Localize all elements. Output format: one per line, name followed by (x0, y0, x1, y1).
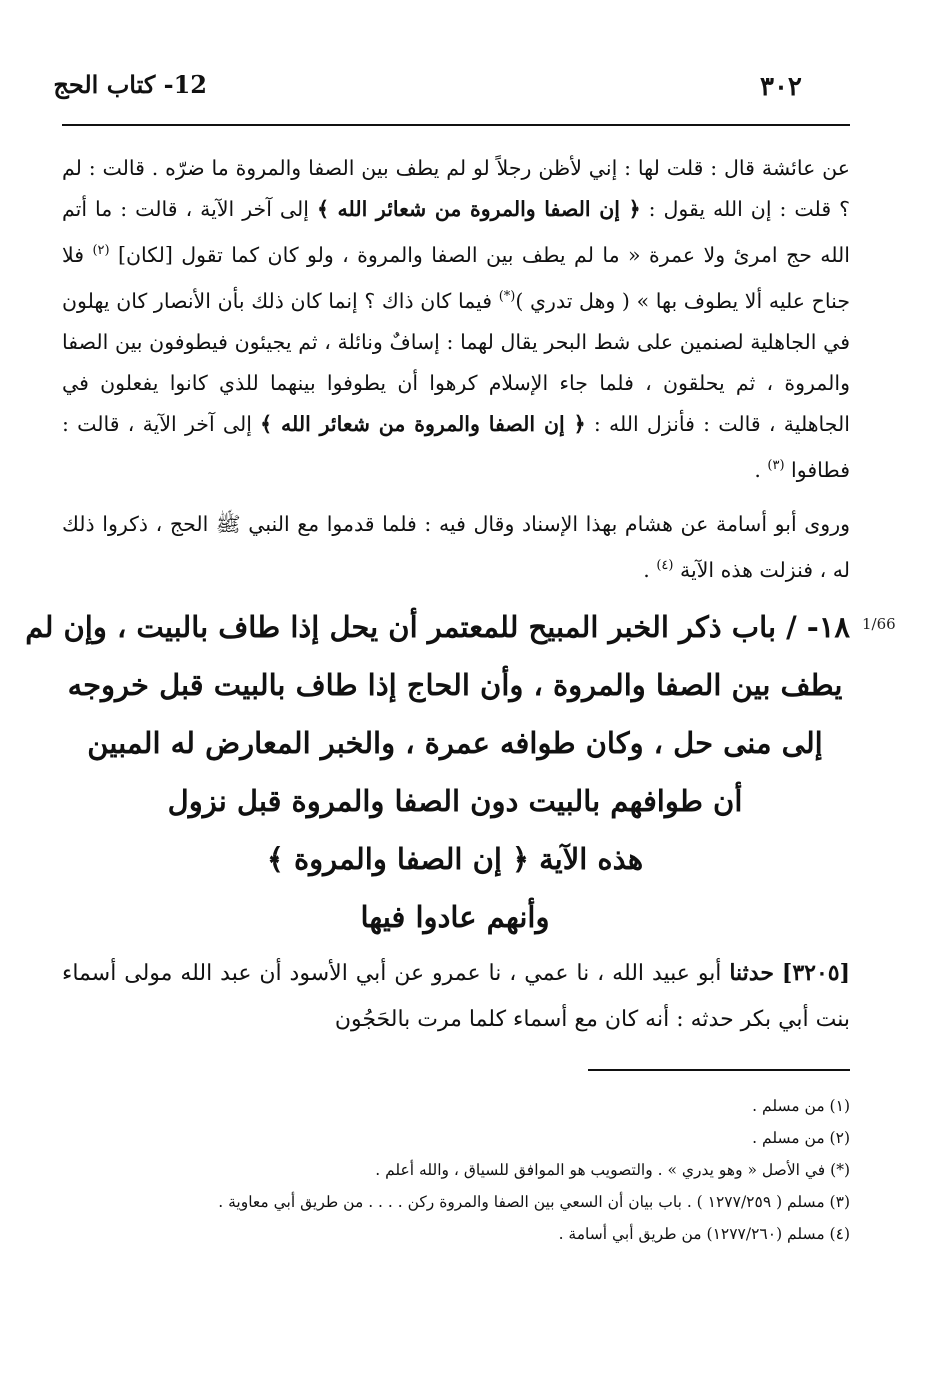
footnote: (*) في الأصل « وهو يدري » . والتصويب هو الموافق للسياق ، والله أعلم . (375, 1161, 850, 1179)
footnote-ref[interactable]: (٢) (92, 243, 110, 258)
footnote-ref[interactable]: (٤) (656, 558, 674, 573)
heading-line: إلى منى حل ، وكان طوافه عمرة ، والخبر المعارض له المبين (87, 726, 823, 760)
header-divider (62, 124, 850, 126)
hadith-text: أبو عبيد الله ، نا عمي ، نا عمرو عن أبي الأسود أن عبد الله مولى أسماء بنت أبي بكر حدثه : أنه كان مع أسماء كلما مرت بالحَجُون (62, 961, 850, 1032)
heading-line: هذه الآية ﴿ إن الصفا والمروة ﴾ (266, 842, 644, 876)
chapter-heading (25, 598, 850, 946)
text-run: فيما كان ذاك ؟ إنما كان ذلك بأن الأنصار كان يهلون في الجاهلية لصنمين على شط البحر يقال لهما : إسافٌ ونائلة ، ثم يجيئون فيطوفون بين الصفا والمروة ، ثم يحلقون ، فلما جاء الإسلام كرهوا أن يطوفوا بينهما للذي كانوا يفعلون في الجاهلية ، قالت : فأنزل الله : (62, 288, 850, 436)
running-title: 12- كتاب الحج (53, 70, 207, 99)
heading-line: أن طوافهم بالبيت دون الصفا والمروة قبل نزول (167, 784, 743, 818)
footnote-ref[interactable]: (*) (498, 288, 516, 304)
footnote: (٤) مسلم (١٢٧٧/٢٦٠) من طريق أبي أسامة . (558, 1225, 850, 1243)
hadith-lead: حدثنا (729, 960, 774, 986)
quran-quote: ﴿ إن الصفا والمروة من شعائر الله ﴾ (260, 411, 586, 436)
hadith-paragraph (62, 950, 850, 1043)
footnote-divider (588, 1069, 850, 1071)
quran-quote: ﴿ إن الصفا والمروة من شعائر الله ﴾ (316, 197, 641, 221)
text-run: . (754, 457, 768, 482)
footnote: (١) من مسلم . (752, 1097, 850, 1115)
text-run: . (643, 557, 657, 582)
text-run: فلا جناح عليه ألا يطوف بها » ( وهل تدري ) (62, 242, 851, 313)
paragraph-1 (62, 148, 850, 490)
text-run: إلى آخر الآية ، قالت : ما أتم الله حج امرئ ولا عمرة « ما لم يطف بين الصفا والمروة ، ولو كان كما تقول [لكان] (62, 197, 850, 267)
hadith-number: [٣٢٠٥] (781, 960, 850, 986)
margin-reference: 1/66 (862, 615, 896, 633)
footnote: (٣) مسلم ( ١٢٧٧/٢٥٩ ) . باب بيان أن السعي بين الصفا والمروة ركن . . . . من طريق أبي معاوية . (218, 1193, 850, 1211)
footnote: (٢) من مسلم . (752, 1129, 850, 1147)
page-number: ٣٠٢ (760, 72, 802, 102)
text-run: وروى أبو أسامة عن هشام بهذا الإسناد وقال فيه : فلما قدموا مع النبي ﷺ الحج ، ذكروا ذلك له ، فنزلت هذه الآية (62, 512, 850, 582)
text-run: عن عائشة قال : قلت لها : إني لأظن رجلاً لو لم يطف بين الصفا والمروة ما ضرّه . قالت : لم ؟ قلت : إن الله يقول : (62, 156, 850, 221)
heading-line: يطف بين الصفا والمروة ، وأن الحاج إذا طاف بالبيت قبل خروجه (67, 668, 843, 702)
text-run: إلى آخر الآية ، قالت : فطافوا (62, 411, 850, 482)
heading-line: وأنهم عادوا فيها (360, 900, 550, 934)
heading-line: ١٨- / باب ذكر الخبر المبيح للمعتمر أن يحل إذا طاف بالبيت ، وإن لم (25, 610, 850, 644)
footnotes (62, 1090, 850, 1250)
footnote-ref[interactable]: (٣) (767, 457, 785, 473)
paragraph-2 (62, 503, 850, 591)
